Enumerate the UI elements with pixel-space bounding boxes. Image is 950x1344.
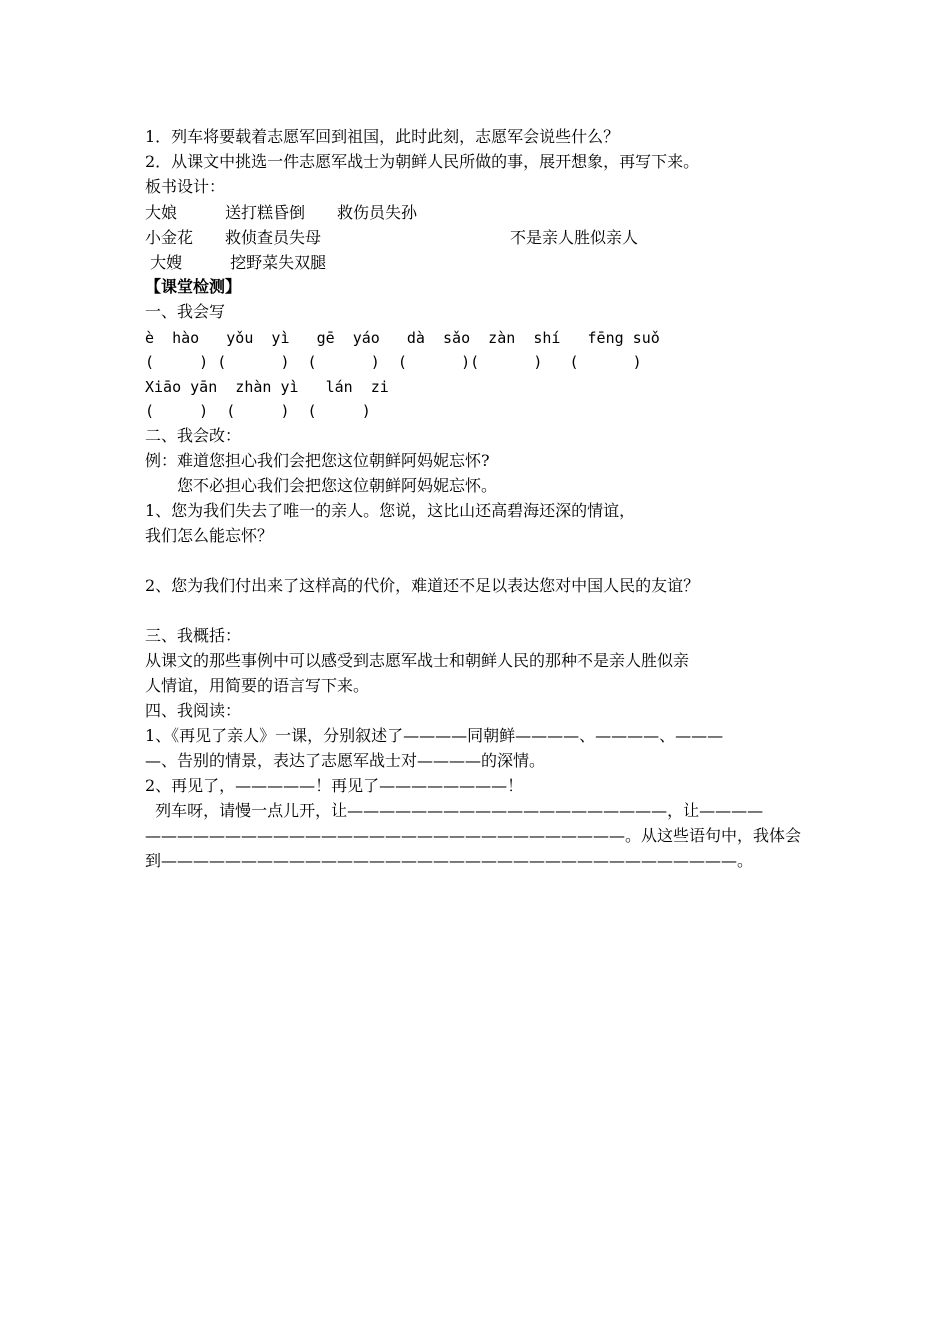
reading-item-2-line-3: ——————————————————————————————。从这些语句中，我体会	[145, 826, 802, 845]
board-row-1: 大娘 送打糕昏倒 救伤员失孙	[145, 203, 418, 222]
section-2-heading: 二、我会改：	[145, 426, 242, 445]
reading-item-1-line-2: —、告别的情景，表达了志愿军战士对————的深情。	[145, 751, 546, 770]
pinyin-row-2: Xiāo yān zhàn yì lán zi	[145, 378, 389, 396]
question-1: 1．列车将要载着志愿军回到祖国，此时此刻，志愿军会说些什么？	[145, 127, 620, 146]
bracket-row-2: ( ) ( ) ( )	[145, 402, 371, 420]
reading-item-2-line-1: 2、再见了，—————！再见了————————！	[145, 776, 524, 795]
reading-item-2-line-2: 列车呀，请慢一点儿开，让————————————————————，让————	[145, 801, 764, 820]
section-1-heading: 一、我会写	[145, 302, 226, 321]
reading-item-2-line-4: 到————————————————————————————————————。	[145, 851, 753, 870]
example-answer: 您不必担心我们会把您这位朝鲜阿妈妮忘怀。	[145, 476, 498, 495]
summary-line-2: 人情谊，用简要的语言写下来。	[145, 676, 370, 695]
section-title: 【课堂检测】	[145, 277, 242, 296]
rewrite-item-2: 2、您为我们付出来了这样高的代价，难道还不足以表达您对中国人民的友谊？	[145, 576, 700, 595]
board-row-2: 小金花 救侦查员失母	[145, 228, 322, 247]
rewrite-item-1-line-1: 1、您为我们失去了唯一的亲人。您说，这比山还高碧海还深的情谊，	[145, 501, 636, 520]
question-2: 2．从课文中挑选一件志愿军战士为朝鲜人民所做的事，展开想象，再写下来。	[145, 152, 700, 171]
summary-line-1: 从课文的那些事例中可以感受到志愿军战士和朝鲜人民的那种不是亲人胜似亲	[145, 651, 690, 670]
bracket-row-1: ( ) ( ) ( ) ( )( ) ( )	[145, 353, 642, 371]
example-question: 例：难道您担心我们会把您这位朝鲜阿妈妮忘怀?	[145, 451, 490, 470]
section-3-heading: 三、我概括：	[145, 626, 242, 645]
reading-item-1-line-1: 1、《再见了亲人》一课，分别叙述了————同朝鲜————、————、———	[145, 726, 724, 745]
rewrite-item-1-line-2: 我们怎么能忘怀？	[145, 526, 274, 545]
board-summary: 不是亲人胜似亲人	[510, 228, 639, 247]
board-row-3: 大嫂 挖野菜失双腿	[145, 253, 327, 272]
section-4-heading: 四、我阅读：	[145, 701, 242, 720]
pinyin-row-1: è hào yǒu yì gē yáo dà sǎo zàn shí fēng suǒ	[145, 329, 660, 347]
board-heading: 板书设计：	[145, 177, 226, 196]
